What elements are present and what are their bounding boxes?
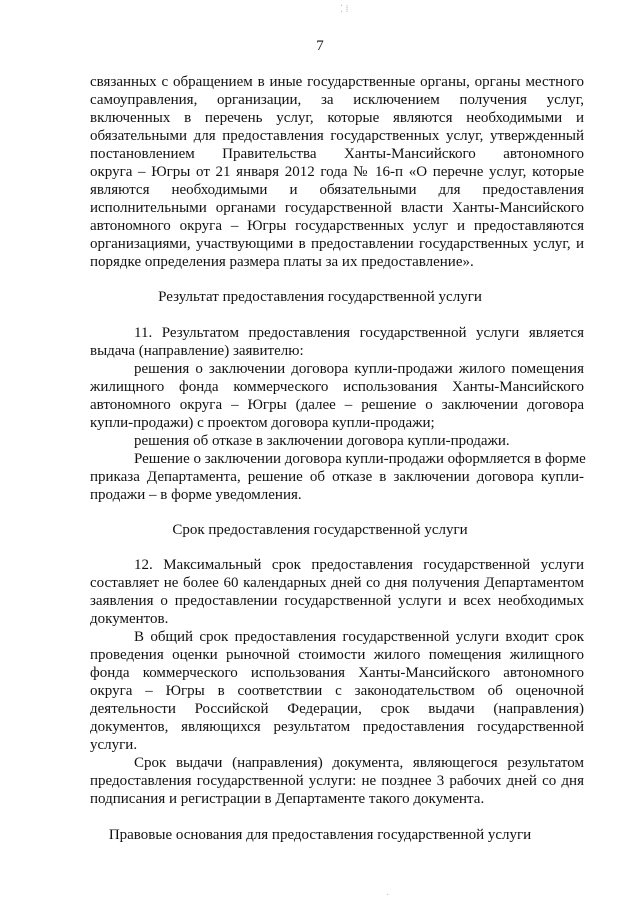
paragraph-line: выдача (направление) заявителю:: [90, 343, 304, 359]
paragraph-line: жилищного фонда коммерческого использования Ханты-Мансийского: [90, 379, 584, 395]
paragraph-line: купли-продажи) с проектом договора купли-продажи;: [90, 415, 435, 431]
paragraph-line: порядке определения размера платы за их предоставление».: [90, 254, 474, 270]
paragraph-line: 12. Максимальный срок предоставления государственной услуги: [134, 557, 584, 573]
paragraph-line: деятельности Российской Федерации, срок выдачи (направления): [90, 701, 584, 717]
paragraph-line: приказа Департамента, решение об отказе в заключении договора купли-: [90, 469, 584, 485]
paragraph-line: решения об отказе в заключении договора купли-продажи.: [134, 433, 510, 449]
paragraph-line: автономного округа – Югры (далее – решение о заключении договора: [90, 397, 584, 413]
paragraph-line: документов, являющихся результатом предоставления государственной: [90, 719, 584, 735]
paragraph-line: документов.: [90, 611, 169, 627]
paragraph-line: проведения оценки рыночной стоимости жилого помещения жилищного: [90, 647, 584, 663]
page-number: 7: [316, 38, 324, 54]
paragraph-line: 11. Результатом предоставления государственной услуги является: [134, 325, 584, 341]
paragraph-line: Срок выдачи (направления) документа, являющегося результатом: [134, 755, 584, 771]
paragraph-line: предоставления государственной услуги: не позднее 3 рабочих дней со дня: [90, 773, 584, 789]
paragraph-line: составляет не более 60 календарных дней со дня получения Департаментом: [90, 575, 584, 591]
paragraph-line: заявления о предоставлении государственной услуги и всех необходимых: [90, 593, 584, 609]
scan-artifact: ·: [386, 890, 390, 901]
paragraph-line: организациями, участвующими в предоставлении государственных услуг, и: [90, 236, 584, 252]
paragraph-line: исполнительными органами государственной власти Ханты-Мансийского: [90, 200, 584, 216]
paragraph-line: округа – Югры от 21 января 2012 года № 16-п «О перечне услуг, которые: [90, 164, 584, 180]
paragraph-line: включенных в перечень услуг, которые являются необходимыми и: [90, 110, 584, 126]
paragraph-line: услуги.: [90, 737, 138, 753]
paragraph-line: решения о заключении договора купли-продажи жилого помещения: [134, 361, 584, 377]
paragraph-line: продажи – в форме уведомления.: [90, 487, 302, 503]
paragraph-line: фонда коммерческого использования Ханты-Мансийского автономного: [90, 665, 584, 681]
paragraph-line: округа – Югры в соответствии с законодательством об оценочной: [90, 683, 584, 699]
paragraph-line: обязательными для предоставления государственных услуг, утвержденный: [90, 128, 584, 144]
paragraph-line: автономного округа – Югры государственных услуг и предоставляются: [90, 218, 584, 234]
section-heading-term: Срок предоставления государственной услуги: [172, 522, 468, 538]
section-heading-result: Результат предоставления государственной услуги: [158, 289, 482, 305]
paragraph-line: постановлением Правительства Ханты-Мансийского автономного: [90, 146, 584, 162]
section-heading-legal: Правовые основания для предоставления государственной услуги: [108, 827, 532, 843]
paragraph-line: самоуправления, организации, за исключением получения услуг,: [90, 92, 584, 108]
scan-artifact: ⁚ ⁞: [340, 4, 349, 15]
paragraph-line: являются необходимыми и обязательными для предоставления: [90, 182, 584, 198]
paragraph-line: Решение о заключении договора купли-продажи оформляется в форме: [134, 451, 586, 467]
paragraph-line: В общий срок предоставления государственной услуги входит срок: [134, 629, 584, 645]
paragraph-line: подписания и регистрации в Департаменте такого документа.: [90, 791, 485, 807]
paragraph-line: связанных с обращением в иные государственные органы, органы местного: [90, 74, 584, 90]
